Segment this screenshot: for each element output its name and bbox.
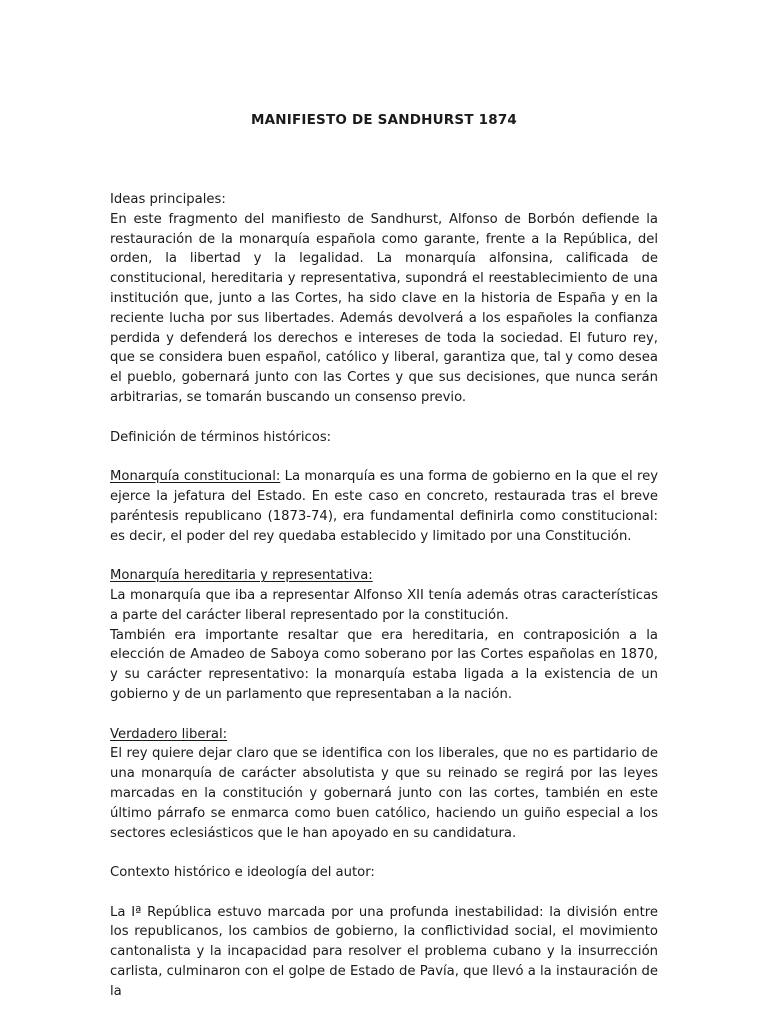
definitions-heading: Definición de términos históricos: (110, 429, 332, 445)
ideas-heading: Ideas principales: (110, 192, 226, 207)
spacer (110, 408, 658, 428)
page-title: MANIFIESTO DE SANDHURST 1874 (250, 112, 518, 128)
hereditary-monarchy-heading (110, 566, 658, 586)
constitutional-monarchy-text: La monarquía es una forma de gobierno en la que el rey ejerce la jefatura del Estado. En este caso en concreto, restaurada tras el breve paréntesis republicano (1873-74), era fundamental definirla como constitucional: es decir, el poder del rey quedaba establecido y limitado por una Constitución. (110, 469, 658, 544)
true-liberal-paragraph: El rey quiere dejar claro que se identifica con los liberales, que no es partidario de una monarquía de carácter absolutista y que su reinado se regirá por las leyes marcadas en la constitución y gobernará junto con las cortes, también en este último párrafo se enmarca como buen católico, haciendo un guiño especial a los sectores eclesiásticos que le han apoyado en su candidatura. (110, 746, 658, 841)
hereditary-monarchy-term: Monarquía hereditaria y representativa: (110, 568, 373, 584)
spacer (110, 447, 658, 467)
constitutional-monarchy-paragraph (110, 467, 658, 546)
spacer (110, 546, 658, 566)
hereditary-monarchy-paragraph-2: También era importante resaltar que era hereditaria, en contraposición a la elección de Amadeo de Saboya como soberano por las Cortes españolas en 1870, y su carácter representativo: la monarquía estaba ligada a la existencia de un gobierno y de un parlamento que representaban a la nación. (110, 627, 658, 702)
ideas-paragraph: En este fragmento del manifiesto de Sandhurst, Alfonso de Borbón defiende la restauración de la monarquía española como garante, frente a la República, del orden, la libertad y la legalidad. La monarquía alfonsina, calificada de constitucional, hereditaria y representativa, supondrá el reestablecimiento de una institución que, junto a las Cortes, ha sido clave en la historia de España y en la reciente lucha por sus libertades. Además devolverá a los españoles la confianza perdida y defenderá los derechos e intereses de toda la sociedad. El futuro rey, que se considera buen español, católico y liberal, garantiza que, tal y como desea el pueblo, gobernará junto con las Cortes y que sus decisiones, que nunca serán arbitrarias, se tomarán buscando un consenso previo. (110, 211, 658, 405)
spacer (110, 705, 658, 725)
context-paragraph: La Iª República estuvo marcada por una profunda inestabilidad: la división entre los republicanos, los cambios de gobierno, la conflictividad social, el movimiento cantonalista y la incapacidad para resolver el problema cubano y la insurrección carlista, culminaron con el golpe de Estado de Pavía, que llevó a la instauración de la (110, 904, 658, 999)
document-body (110, 190, 658, 1002)
constitutional-monarchy-term: Monarquía constitucional: (110, 469, 281, 485)
context-heading: Contexto histórico e ideología del autor: (110, 865, 375, 881)
true-liberal-term: Verdadero liberal: (110, 726, 228, 742)
hereditary-monarchy-paragraph-1: La monarquía que iba a representar Alfonso XII tenía además otras características a parte del carácter liberal representado por la constitución. (110, 587, 658, 623)
spacer (110, 843, 658, 863)
spacer (110, 883, 658, 903)
true-liberal-heading (110, 725, 658, 745)
